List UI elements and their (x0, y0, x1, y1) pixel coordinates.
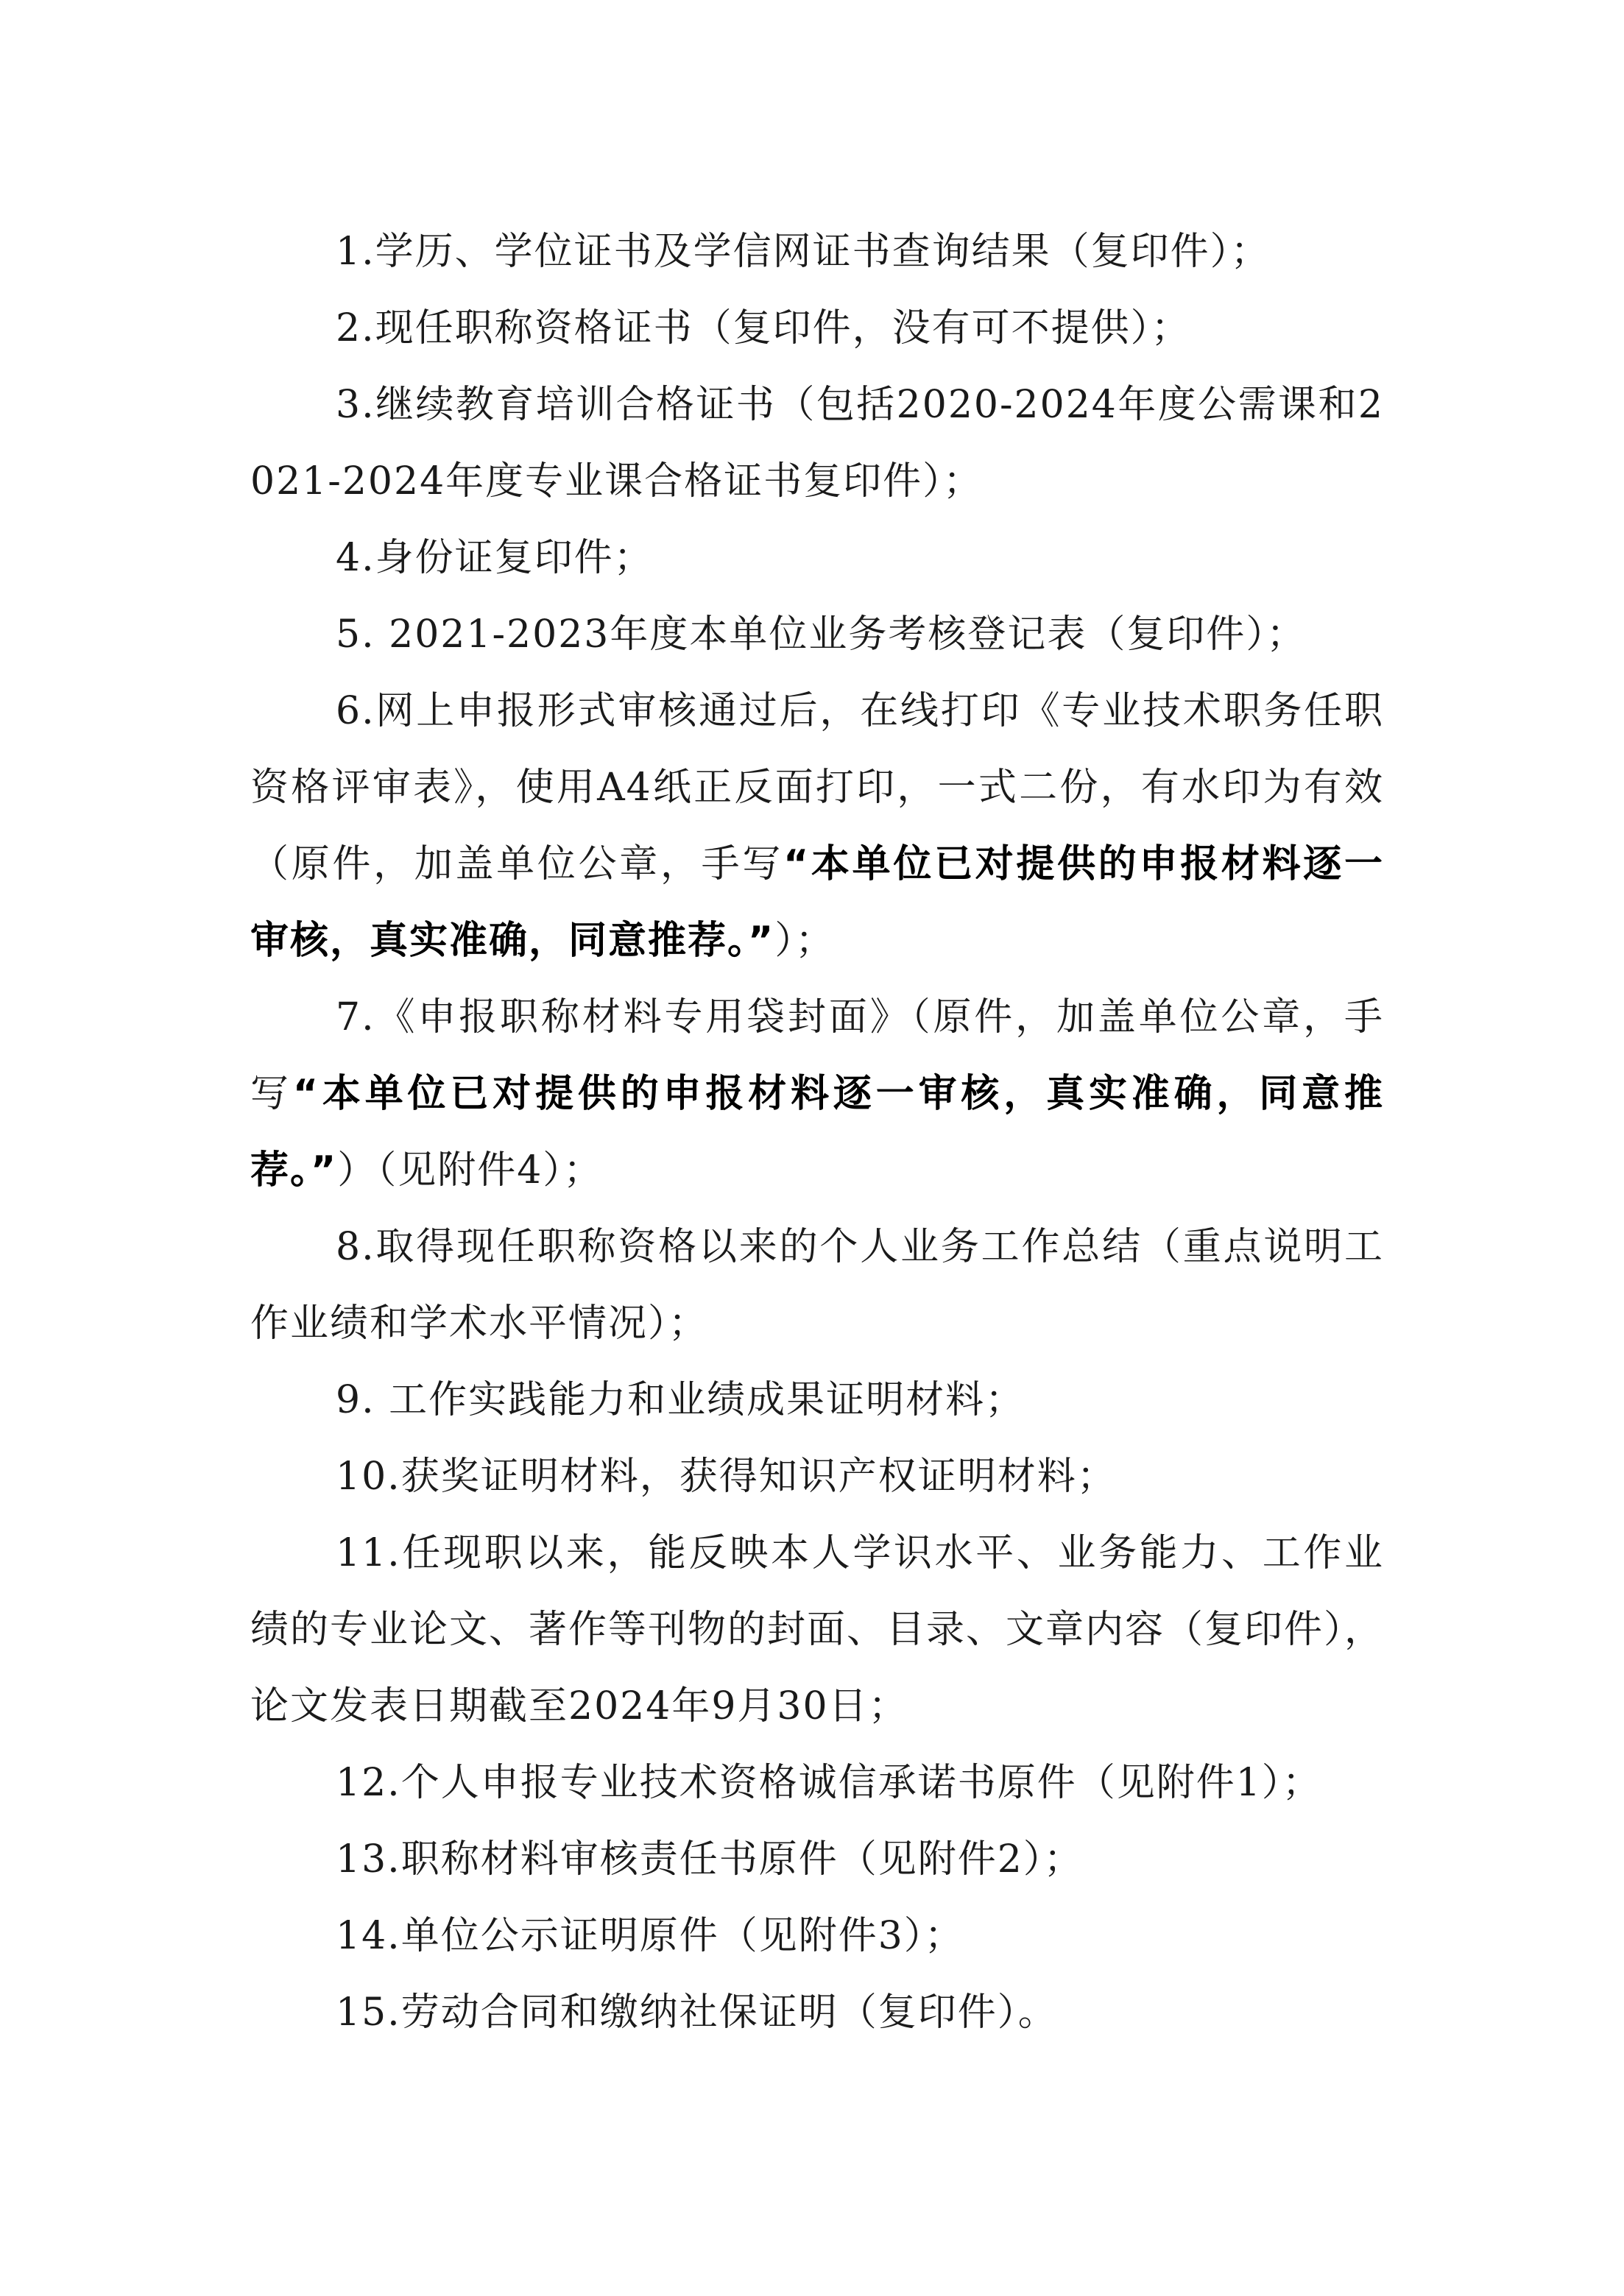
list-item-4: 4.身份证复印件； (336, 536, 654, 580)
list-item-6-suffix: ）； (774, 919, 836, 963)
list-item-2: 2.现任职称资格证书（复印件，没有可不提供）； (336, 306, 1191, 350)
list-item-13: 13.职称材料审核责任书原件（见附件2）； (336, 1837, 1084, 1882)
list-item-6 (250, 673, 1384, 979)
list-item-10: 10.获奖证明材料，获得知识产权证明材料； (336, 1455, 1117, 1499)
list-item-6-text: 6.网上申报形式审核通过后，在线打印《专业技术职务任职资格评审表》，使用A4纸正反面打印，一式二份，有水印为有效（原件，加盖单位公章，手写 (250, 689, 1384, 886)
list-item-5: 5. 2021-2023年度本单位业务考核登记表（复印件）； (336, 612, 1307, 657)
list-item-12: 12.个人申报专业技术资格诚信承诺书原件（见附件1）； (336, 1761, 1322, 1805)
list-item-15: 15.劳动合同和缴纳社保证明（复印件）。 (336, 1991, 1058, 2035)
document-body (250, 213, 1384, 2051)
list-item-7 (250, 979, 1384, 1209)
list-item-7-bold-quote: “本单位已对提供的申报材料逐一审核，真实准确，同意推荐。” (250, 1072, 1384, 1193)
list-item-11: 11.任现职以来，能反映本人学识水平、业务能力、工作业绩的专业论文、著作等刊物的封面、目录、文章内容（复印件），论文发表日期截至2024年9月30日； (250, 1531, 1385, 1728)
list-item-7-text: 7.《申报职称材料专用袋封面》（原件，加盖单位公章，手写 (250, 995, 1384, 1116)
list-item-8: 8.取得现任职称资格以来的个人业务工作总结（重点说明工作业绩和学术水平情况）； (250, 1225, 1384, 1346)
list-item-9: 9. 工作实践能力和业绩成果证明材料； (336, 1378, 1025, 1422)
list-item-7-suffix: ）（见附件4）； (337, 1148, 604, 1193)
list-item-6-bold-quote: “本单位已对提供的申报材料逐一审核，真实准确，同意推荐。” (250, 842, 1384, 963)
list-item-14: 14.单位公示证明原件（见附件3）； (336, 1914, 964, 1958)
list-item-3: 3.继续教育培训合格证书（包括2020-2024年度公需课和2021-2024年度专业课合格证书复印件）； (250, 383, 1384, 504)
list-item-1: 1.学历、学位证书及学信网证书查询结果（复印件）； (336, 230, 1271, 274)
